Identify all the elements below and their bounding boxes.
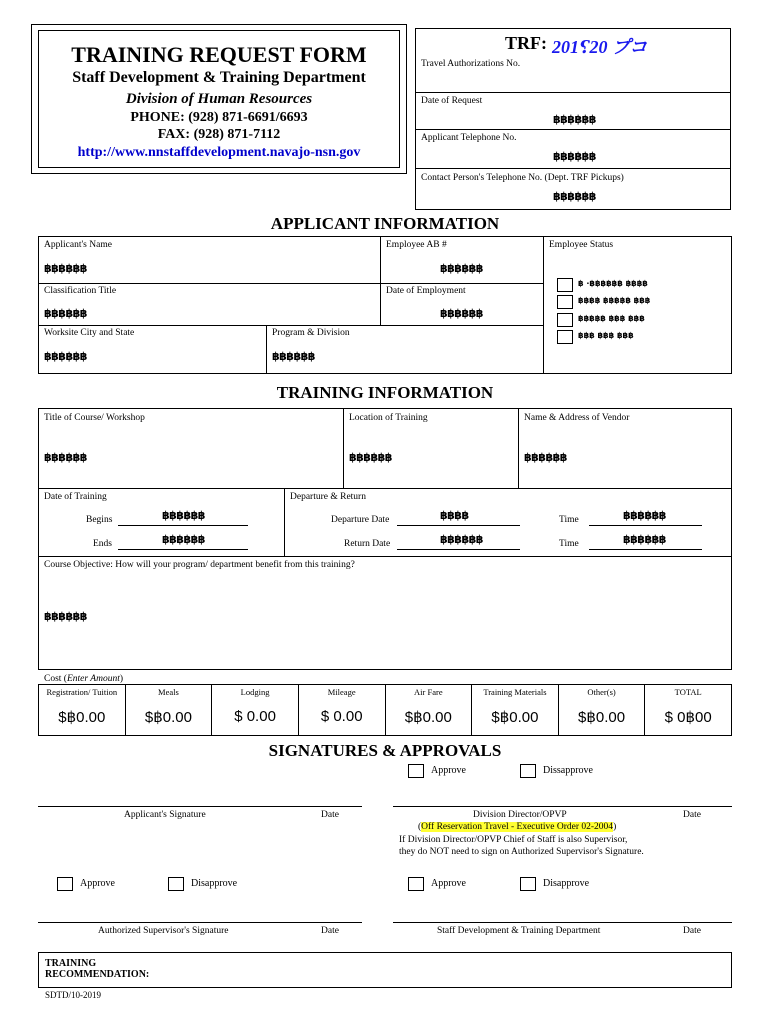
supervisor-approve-checkbox[interactable] [57,877,73,891]
director-signature-label: Division Director/OPVP [473,810,567,820]
recommendation-label-2: RECOMMENDATION: [45,969,150,980]
return-time-label: Time [559,539,579,549]
cost-cell-mileage [299,685,386,735]
status-option-1: ฿ ·฿฿฿฿฿฿ ฿฿฿฿ [578,279,648,288]
trf-divider-3 [415,168,731,169]
classification-label: Classification Title [44,286,117,296]
applicant-vline-3 [266,325,267,374]
departure-date-line [397,525,520,526]
course-title-label: Title of Course/ Workshop [44,413,145,423]
cost-amount-field[interactable]: $฿0.00 [491,709,539,726]
status-checkbox-2[interactable] [557,295,573,309]
cost-cell-airfare [386,685,473,735]
applicant-grid [38,236,732,374]
date-request-field[interactable]: ฿฿฿฿฿฿ [553,113,596,126]
department-name: Staff Development & Training Department [72,69,366,86]
cost-cell-others [559,685,646,735]
date-employment-label: Date of Employment [386,286,466,296]
applicant-phone-label: Applicant Telephone No. [421,133,517,143]
director-disapprove-label: Dissapprove [543,765,593,776]
date-employment-field[interactable]: ฿฿฿฿฿฿ [440,307,483,320]
director-approve-label: Approve [431,765,466,776]
fax-number: FAX: (928) 871-7112 [157,127,281,142]
executive-order-highlight: Off Reservation Travel - Executive Order 02-2004 [421,822,614,832]
vendor-field[interactable]: ฿฿฿฿฿฿ [524,451,567,464]
trf-label: TRF: [505,33,547,53]
begins-field[interactable]: ฿฿฿฿฿฿ [162,509,205,522]
applicant-section-heading: APPLICANT INFORMATION [270,214,500,233]
cost-column-label: Registration/ Tuition [46,687,118,697]
cost-column-label: Air Fare [414,687,443,697]
employee-number-label: Employee AB # [386,240,447,250]
training-hline-2 [38,556,732,557]
cost-amount-field[interactable]: $ 0.00 [320,708,363,725]
staffdev-disapprove-checkbox[interactable] [520,877,536,891]
supervisor-signature-line[interactable] [38,922,362,923]
cost-amount-field[interactable]: $฿0.00 [578,709,626,726]
course-objective-field[interactable]: ฿฿฿฿฿฿ [44,610,87,623]
ends-field[interactable]: ฿฿฿฿฿฿ [162,533,205,546]
return-date-line [397,549,520,550]
departure-date-label: Departure Date [331,515,390,525]
staffdev-approve-label: Approve [431,878,466,889]
cost-cell-lodging [212,685,299,735]
program-label: Program & Division [272,328,350,338]
date-request-label: Date of Request [421,96,483,106]
return-time-field[interactable]: ฿฿฿฿฿฿ [623,533,666,546]
cost-label-suffix: ) [119,674,124,684]
vendor-label: Name & Address of Vendor [524,413,630,423]
cost-cell-meals [126,685,213,735]
ends-line [118,549,248,550]
cost-column-label: Other(s) [587,687,616,697]
cost-amount-field[interactable]: $฿0.00 [404,709,452,726]
departure-time-label: Time [559,515,579,525]
applicant-vline-2 [380,236,381,325]
director-date-label: Date [683,810,701,820]
worksite-label: Worksite City and State [44,328,135,338]
director-signature-line[interactable] [393,806,732,807]
status-option-3: ฿฿฿฿฿ ฿฿฿ ฿฿฿ [578,314,645,323]
departure-return-label: Departure & Return [290,492,366,502]
website-link[interactable]: http://www.nnstaffdevelopment.navajo-nsn.gov [77,145,361,160]
training-section-heading: TRAINING INFORMATION [276,383,494,402]
applicant-hline-2 [38,325,543,326]
trf-divider-1 [415,92,731,93]
signatures-section-heading: SIGNATURES & APPROVALS [268,741,502,760]
worksite-field[interactable]: ฿฿฿฿฿฿ [44,350,87,363]
cost-column-label: Training Materials [483,687,547,697]
training-date-label: Date of Training [44,492,107,502]
cost-amount-field[interactable]: $฿0.00 [144,709,192,726]
phone-number: PHONE: (928) 871-6691/6693 [130,110,308,125]
employee-number-field[interactable]: ฿฿฿฿฿฿ [440,262,483,275]
course-objective-label: Course Objective: How will your program/ department benefit from this training? [44,560,355,570]
cost-cell-registration [39,685,126,735]
cost-cell-total [645,685,731,735]
begins-line [118,525,248,526]
departure-time-line [589,525,702,526]
applicant-hline-1 [38,283,543,284]
status-checkbox-1[interactable] [557,278,573,292]
status-option-2: ฿฿฿฿ ฿฿฿฿฿ ฿฿฿ [578,296,651,305]
ends-label: Ends [93,539,112,549]
training-vline-2 [518,408,519,488]
cost-column-label: Meals [158,687,179,697]
contact-phone-field[interactable]: ฿฿฿฿฿฿ [553,190,596,203]
staffdev-signature-label: Staff Development & Training Department [437,926,601,936]
applicant-date-label: Date [321,810,339,820]
cost-table [38,684,732,736]
cost-label [44,674,123,684]
cost-amount-field[interactable]: $ 0.00 [234,708,276,725]
classification-field[interactable]: ฿฿฿฿฿฿ [44,307,87,320]
executive-order-note: (Off Reservation Travel - Executive Order 02-2004) [418,822,617,832]
form-title: TRAINING REQUEST FORM [71,42,367,67]
cost-label-italic: Enter Amount [66,674,120,684]
supervisor-date-label: Date [321,926,339,936]
cost-column-label: Lodging [240,687,270,697]
division-name: Division of Human Resources [125,91,313,107]
supervisor-disapprove-label: Disapprove [191,878,238,889]
status-checkbox-4[interactable] [557,330,573,344]
staffdev-approve-checkbox[interactable] [408,877,424,891]
travel-auth-label: Travel Authorizations No. [421,59,521,69]
cost-column-label: Mileage [327,687,356,697]
status-checkbox-3[interactable] [557,313,573,327]
supervisor-disapprove-checkbox[interactable] [168,877,184,891]
cost-label-prefix: Cost ( [44,674,67,684]
applicant-phone-field[interactable]: ฿฿฿฿฿฿ [553,150,596,163]
staffdev-disapprove-label: Disapprove [543,878,590,889]
begins-label: Begins [86,515,113,525]
applicant-signature-line[interactable] [38,806,362,807]
program-field[interactable]: ฿฿฿฿฿฿ [272,350,315,363]
form-code: SDTD/10-2019 [45,990,101,1000]
return-date-label: Return Date [344,539,391,549]
supervisor-approve-label: Approve [80,878,115,889]
staffdev-signature-line[interactable] [393,922,732,923]
training-location-label: Location of Training [349,413,428,423]
departure-date-field[interactable]: ฿฿฿฿ [440,509,469,522]
supervisor-signature-label: Authorized Supervisor's Signature [98,926,229,936]
trf-number[interactable]: 201⸮20 プコ [552,37,648,57]
director-disapprove-checkbox[interactable] [520,764,536,778]
training-hline-1 [38,488,732,489]
staffdev-date-label: Date [683,926,701,936]
recommendation-label-1: TRAINING [45,958,97,969]
cost-total-field[interactable]: $ 0฿00 [664,709,712,726]
applicant-vline-1 [543,236,544,374]
status-option-4: ฿฿฿ ฿฿฿ ฿฿฿ [578,331,634,340]
applicant-signature-label: Applicant's Signature [124,810,206,820]
training-vline-1 [343,408,344,488]
applicant-name-label: Applicant's Name [44,240,112,250]
director-approve-checkbox[interactable] [408,764,424,778]
cost-column-label: TOTAL [674,687,702,697]
applicant-name-field[interactable]: ฿฿฿฿฿฿ [44,262,87,275]
trf-divider-2 [415,129,731,130]
contact-phone-label: Contact Person's Telephone No. (Dept. TRF Pickups) [421,173,624,183]
training-vline-3 [284,488,285,556]
supervisor-note-line-1: If Division Director/OPVP Chief of Staff is also Supervisor, [399,835,628,845]
return-time-line [589,549,702,550]
cost-amount-field[interactable]: $฿0.00 [58,709,106,726]
training-location-field[interactable]: ฿฿฿฿฿฿ [349,451,392,464]
employee-status-label: Employee Status [549,240,614,250]
supervisor-note-line-2: they do NOT need to sign on Authorized Supervisor's Signature. [399,847,644,857]
cost-cell-materials [472,685,559,735]
return-date-field[interactable]: ฿฿฿฿฿฿ [440,533,483,546]
departure-time-field[interactable]: ฿฿฿฿฿฿ [623,509,666,522]
course-title-field[interactable]: ฿฿฿฿฿฿ [44,451,87,464]
